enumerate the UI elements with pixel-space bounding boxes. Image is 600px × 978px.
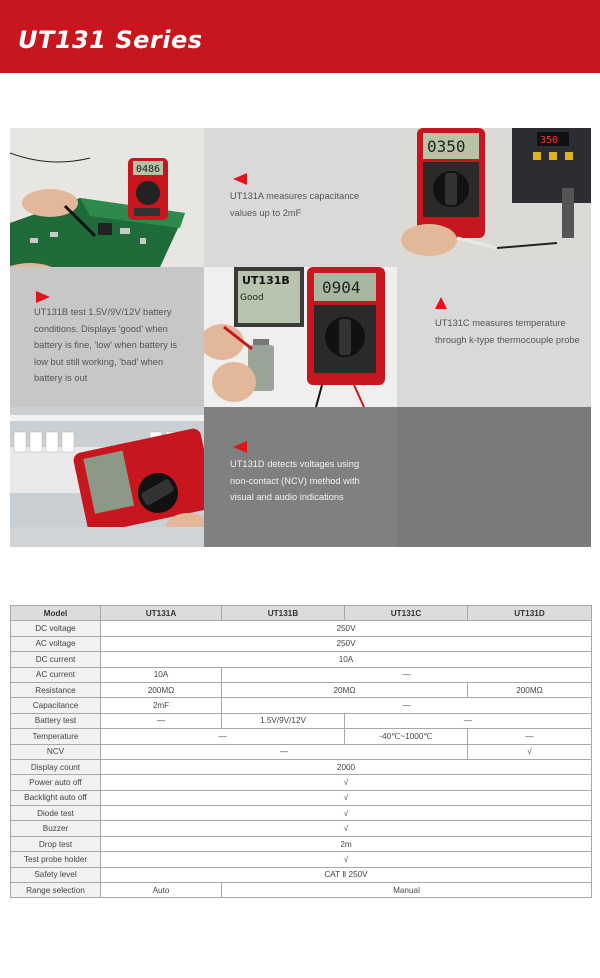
header-ut131d: UT131D [468, 606, 592, 621]
cell: Manual [222, 883, 592, 898]
header-banner [0, 0, 600, 73]
cell: √ [101, 821, 592, 836]
row-label: NCV [11, 744, 101, 759]
cell: — [345, 713, 592, 728]
photo-ncv-test [10, 407, 204, 547]
feature-ut131b-text: UT131B test 1.5V/9V/12V battery conditions. Displays 'good' when battery is fine, 'low' when battery is low but still working, 'bad' when battery is out [34, 307, 178, 383]
table-header-row [11, 606, 592, 621]
photo-capacitance-test [10, 128, 204, 267]
cell: √ [101, 775, 592, 790]
cell: — [101, 744, 468, 759]
p2-station: 350 [540, 135, 559, 146]
row-label: Battery test [11, 713, 101, 728]
table-row [11, 759, 592, 774]
row-label: DC voltage [11, 621, 101, 636]
row-label: Safety level [11, 867, 101, 882]
triangle-right-icon [36, 291, 50, 303]
table-row [11, 821, 592, 836]
photo-temperature-test [397, 128, 591, 267]
row-label: AC current [11, 667, 101, 682]
row-label: Range selection [11, 883, 101, 898]
cell: √ [101, 790, 592, 805]
cell: √ [101, 806, 592, 821]
cell: — [101, 713, 222, 728]
feature-ut131a [204, 128, 397, 267]
header-ut131b: UT131B [222, 606, 345, 621]
table-row [11, 744, 592, 759]
feature-ut131c-text: UT131C measures temperature through k-type thermocouple probe [435, 318, 580, 345]
row-label: Display count [11, 759, 101, 774]
feature-ut131c [397, 267, 591, 407]
p2-display: 0350 [427, 137, 466, 156]
table-row [11, 667, 592, 682]
cell: — [222, 698, 592, 713]
feature-ut131b [10, 267, 204, 407]
spec-table [10, 605, 592, 898]
cell: 10A [101, 667, 222, 682]
triangle-up-icon [435, 297, 447, 309]
cell: — [468, 729, 592, 744]
cell: — [222, 667, 592, 682]
empty-panel [397, 407, 591, 547]
cell: -40℃~1000℃ [345, 729, 468, 744]
cell: √ [101, 852, 592, 867]
table-row [11, 652, 592, 667]
cell: 2m [101, 836, 592, 851]
table-row [11, 729, 592, 744]
feature-ut131d [204, 407, 397, 547]
row-label: Power auto off [11, 775, 101, 790]
row-label: Capacitance [11, 698, 101, 713]
photo-battery-test [204, 267, 397, 407]
p3-good: Good [240, 293, 264, 303]
p3-display: 0904 [322, 278, 361, 297]
table-row [11, 775, 592, 790]
cell: Auto [101, 883, 222, 898]
cell: 2mF [101, 698, 222, 713]
cell: 200MΩ [468, 682, 592, 697]
cell: 1.5V/9V/12V [222, 713, 345, 728]
table-row [11, 852, 592, 867]
table-row [11, 713, 592, 728]
cell: 250V [101, 621, 592, 636]
table-row [11, 867, 592, 882]
cell: CAT Ⅱ 250V [101, 867, 592, 882]
header-ut131c: UT131C [345, 606, 468, 621]
feature-ut131a-text: UT131A measures capacitance values up to 2mF [230, 191, 360, 218]
triangle-left-icon [233, 441, 247, 453]
table-row [11, 836, 592, 851]
cell: — [101, 729, 345, 744]
triangle-left-icon [233, 173, 247, 185]
table-row [11, 682, 592, 697]
cell: 200MΩ [101, 682, 222, 697]
table-row [11, 698, 592, 713]
row-label: DC current [11, 652, 101, 667]
row-label: Drop test [11, 836, 101, 851]
row-label: Backlight auto off [11, 790, 101, 805]
table-row [11, 621, 592, 636]
table-row [11, 883, 592, 898]
row-label: Resistance [11, 682, 101, 697]
row-label: Temperature [11, 729, 101, 744]
cell: 20MΩ [222, 682, 468, 697]
cell: 2000 [101, 759, 592, 774]
header-ut131a: UT131A [101, 606, 222, 621]
header-model: Model [11, 606, 101, 621]
table-row [11, 806, 592, 821]
table-row [11, 790, 592, 805]
cell: 10A [101, 652, 592, 667]
p1-display: 0486 [136, 164, 161, 175]
feature-grid [10, 128, 591, 547]
page-title: UT131 Series [18, 26, 203, 54]
row-label: Buzzer [11, 821, 101, 836]
cell: 250V [101, 636, 592, 651]
table-row [11, 636, 592, 651]
row-label: Test probe holder [11, 852, 101, 867]
p3-label: UT131B [242, 274, 290, 287]
feature-ut131d-text: UT131D detects voltages using non-contact (NCV) method with visual and audio indications [230, 459, 360, 502]
row-label: Diode test [11, 806, 101, 821]
cell: √ [468, 744, 592, 759]
row-label: AC voltage [11, 636, 101, 651]
